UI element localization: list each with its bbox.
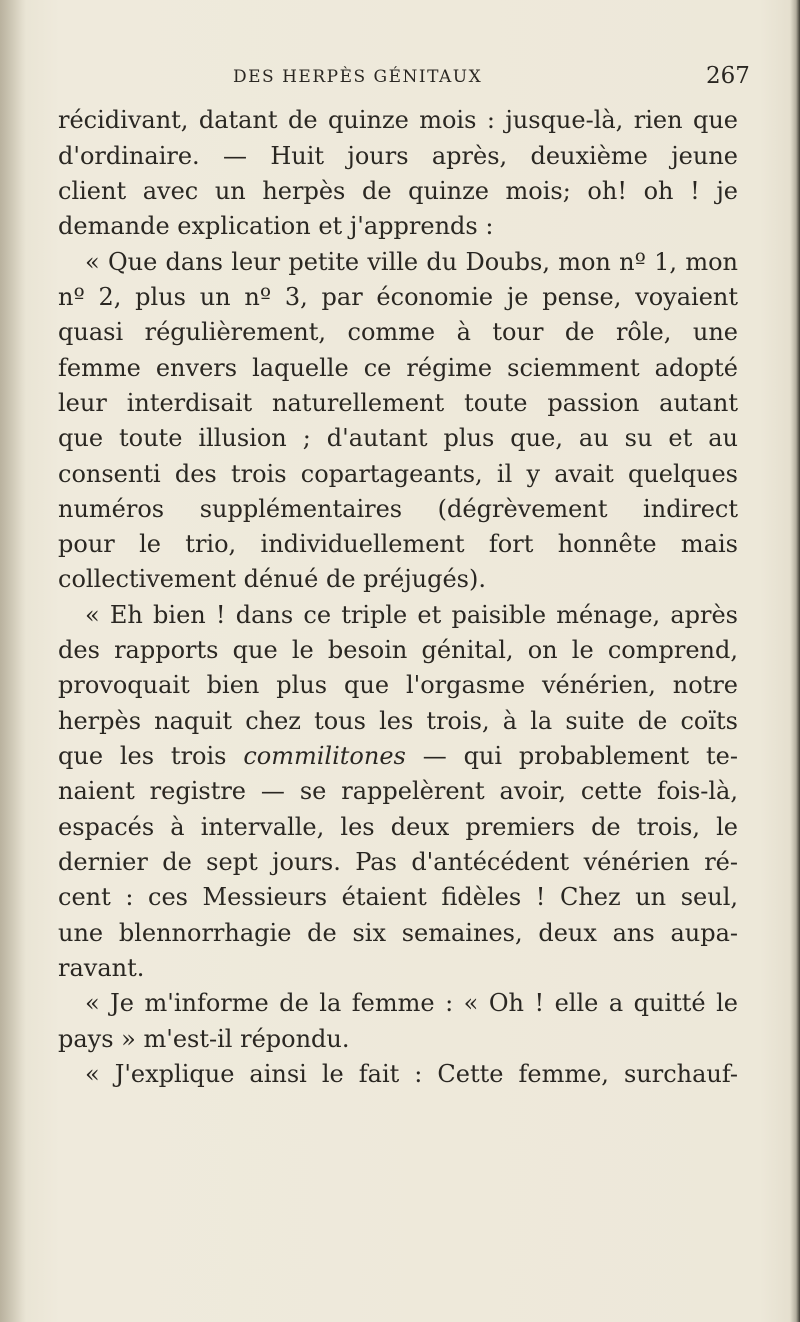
- text-line: « Que dans leur petite ville du Doubs, mon nº 1, mon: [85, 248, 738, 276]
- italic-term: commilitones: [243, 742, 406, 770]
- text-line: « Je m'informe de la femme : « Oh ! elle a quitté le: [85, 989, 738, 1017]
- text-line: « Eh bien ! dans ce triple et paisible ménage, après: [85, 601, 738, 629]
- page-edge: [790, 0, 800, 1322]
- text-line: numéros supplémentaires (dégrèvement indirect: [58, 495, 738, 523]
- text-line: « J'explique ainsi le fait : Cette femme, surchauf-: [85, 1060, 738, 1088]
- text-line: pays » m'est-il répondu.: [58, 1025, 350, 1053]
- text-line: pour le trio, individuellement fort honnête mais: [58, 530, 738, 558]
- text-line: naient registre — se rappelèrent avoir, cette fois-là,: [58, 777, 738, 805]
- running-head-title: DES HERPÈS GÉNITAUX: [233, 67, 483, 87]
- text-line: provoquait bien plus que l'orgasme vénérien, notre: [58, 671, 738, 699]
- text-line: client avec un herpès de quinze mois; oh! oh ! je: [58, 177, 738, 205]
- page-number: 267: [706, 63, 750, 89]
- text-line: des rapports que le besoin génital, on le comprend,: [58, 636, 738, 664]
- text-line: consenti des trois copartageants, il y avait quelques: [58, 460, 738, 488]
- text-line: d'ordinaire. — Huit jours après, deuxième jeune: [58, 142, 738, 170]
- text-line-with-italic: [58, 741, 738, 771]
- text-line: collectivement dénué de préjugés).: [58, 565, 486, 593]
- text-line: espacés à intervalle, les deux premiers de trois, le: [58, 813, 738, 841]
- text-line: nº 2, plus un nº 3, par économie je pense, voyaient: [58, 283, 738, 311]
- text-line: demande explication et j'apprends :: [58, 212, 494, 240]
- text-line: une blennorrhagie de six semaines, deux ans aupa-: [58, 919, 738, 947]
- text-line: récidivant, datant de quinze mois : jusque-là, rien que: [58, 106, 738, 134]
- text-line: cent : ces Messieurs étaient fidèles ! Chez un seul,: [58, 883, 738, 911]
- text-line: que toute illusion ; d'autant plus que, au su et au: [58, 424, 738, 452]
- text-line: quasi régulièrement, comme à tour de rôle, une: [58, 318, 738, 346]
- binding-shadow: [0, 0, 26, 1322]
- text-run: que les trois: [58, 742, 244, 770]
- text-line: dernier de sept jours. Pas d'antécédent vénérien ré-: [58, 848, 738, 876]
- running-head: [0, 63, 800, 93]
- text-line: ravant.: [58, 954, 145, 982]
- text-line: leur interdisait naturellement toute passion autant: [58, 389, 738, 417]
- text-line: herpès naquit chez tous les trois, à la suite de coïts: [58, 707, 738, 735]
- text-line: femme envers laquelle ce régime sciemment adopté: [58, 354, 738, 382]
- text-run: — qui probablement te-: [405, 742, 738, 770]
